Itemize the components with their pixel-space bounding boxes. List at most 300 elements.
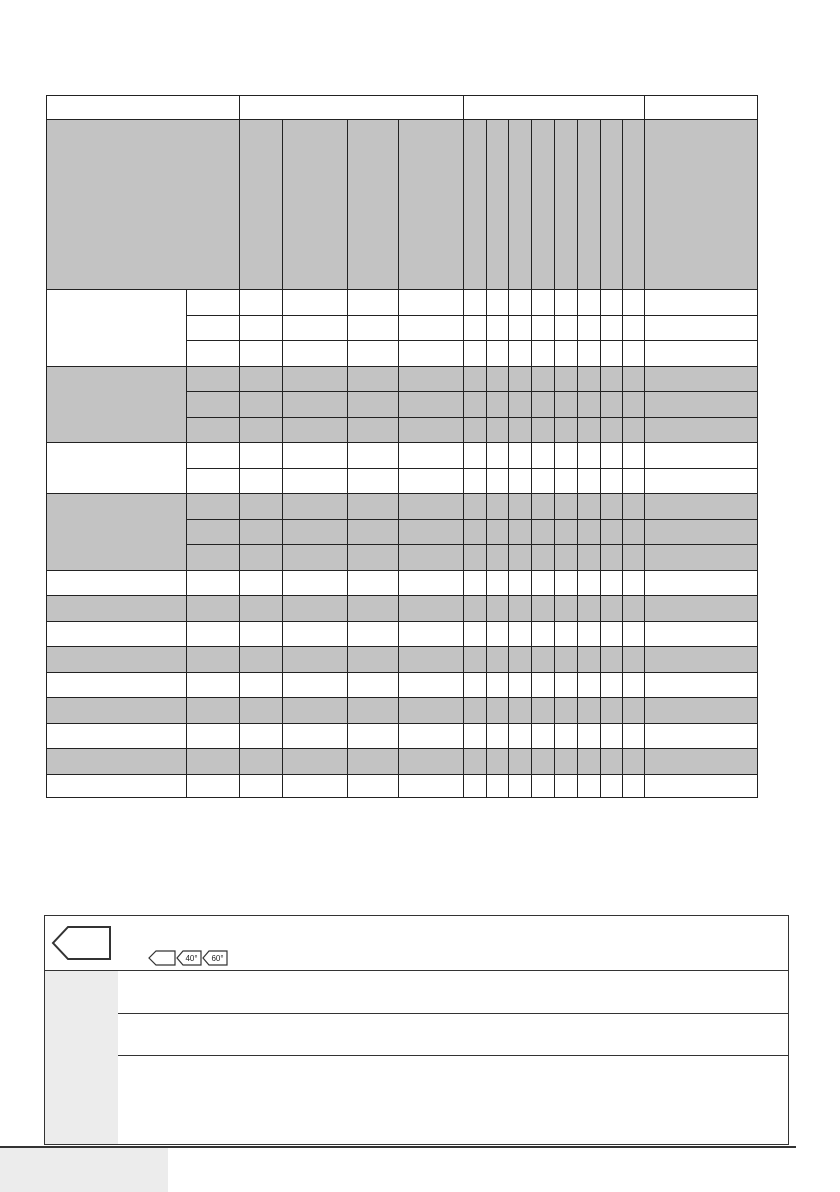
table-cell — [486, 391, 509, 418]
table-cell — [622, 774, 645, 798]
table-cell — [282, 391, 348, 418]
program-group-cell — [46, 366, 187, 443]
table-cell — [644, 493, 758, 520]
header-label-cell — [46, 119, 240, 290]
table-cell — [554, 519, 578, 545]
table-cell — [577, 340, 601, 367]
table-cell — [622, 646, 645, 673]
table-cell — [644, 519, 758, 545]
table-cell — [347, 672, 399, 698]
program-group-cell — [46, 289, 187, 367]
table-cell — [486, 417, 509, 443]
header-column-cell — [554, 119, 578, 290]
temp-badge-60-label: 60° — [211, 953, 224, 963]
table-cell — [463, 493, 487, 520]
table-cell — [554, 442, 578, 469]
table-cell — [186, 672, 240, 698]
table-cell — [622, 723, 645, 749]
table-cell — [508, 544, 532, 571]
table-cell — [347, 391, 399, 418]
table-cell — [508, 442, 532, 469]
table-cell — [508, 672, 532, 698]
table-cell — [463, 366, 487, 392]
table-cell — [600, 646, 623, 673]
table-cell — [577, 544, 601, 571]
table-cell — [508, 723, 532, 749]
table-cell — [239, 621, 283, 647]
table-cell — [600, 417, 623, 443]
table-cell — [398, 519, 464, 545]
table-cell — [186, 442, 240, 469]
table-cell — [398, 697, 464, 724]
temp-badge-40 — [176, 950, 202, 966]
program-group-cell — [46, 493, 187, 571]
table-cell — [186, 391, 240, 418]
table-cell — [644, 646, 758, 673]
table-cell — [554, 621, 578, 647]
table-cell — [577, 391, 601, 418]
table-cell — [622, 442, 645, 469]
table-cell — [531, 646, 555, 673]
table-cell — [508, 595, 532, 622]
table-cell — [644, 366, 758, 392]
header-column-cell — [577, 119, 601, 290]
table-cell — [531, 289, 555, 316]
table-cell — [398, 417, 464, 443]
note-divider — [118, 1013, 789, 1014]
table-cell — [463, 672, 487, 698]
header-group-cell — [46, 95, 240, 120]
header-column-cell — [531, 119, 555, 290]
program-name-cell — [46, 672, 187, 698]
table-cell — [644, 468, 758, 494]
table-cell — [644, 544, 758, 571]
table-cell — [531, 570, 555, 596]
header-group-cell — [463, 95, 645, 120]
header-column-cell — [600, 119, 623, 290]
table-cell — [508, 697, 532, 724]
table-cell — [186, 774, 240, 798]
table-cell — [486, 519, 509, 545]
table-cell — [531, 672, 555, 698]
table-cell — [531, 315, 555, 341]
table-cell — [186, 570, 240, 596]
header-column-cell — [239, 119, 283, 290]
table-cell — [463, 417, 487, 443]
table-cell — [531, 544, 555, 571]
table-cell — [508, 493, 532, 520]
table-cell — [577, 417, 601, 443]
table-cell — [486, 774, 509, 798]
table-cell — [600, 340, 623, 367]
table-cell — [577, 519, 601, 545]
table-cell — [398, 672, 464, 698]
table-cell — [508, 366, 532, 392]
table-cell — [282, 774, 348, 798]
table-cell — [531, 417, 555, 443]
table-cell — [186, 621, 240, 647]
table-cell — [531, 519, 555, 545]
table-cell — [600, 289, 623, 316]
table-cell — [282, 468, 348, 494]
table-cell — [282, 595, 348, 622]
table-cell — [186, 723, 240, 749]
table-cell — [644, 289, 758, 316]
table-cell — [600, 621, 623, 647]
table-cell — [600, 442, 623, 469]
table-cell — [508, 289, 532, 316]
table-cell — [463, 570, 487, 596]
table-cell — [282, 621, 348, 647]
header-group-cell — [239, 95, 464, 120]
table-cell — [463, 519, 487, 545]
table-cell — [347, 774, 399, 798]
table-cell — [239, 519, 283, 545]
table-cell — [600, 519, 623, 545]
table-cell — [622, 417, 645, 443]
table-cell — [554, 774, 578, 798]
table-cell — [186, 468, 240, 494]
table-cell — [398, 774, 464, 798]
table-cell — [644, 697, 758, 724]
table-cell — [554, 748, 578, 775]
table-cell — [486, 621, 509, 647]
note-line — [130, 1024, 770, 1044]
table-cell — [239, 595, 283, 622]
table-cell — [398, 544, 464, 571]
table-cell — [577, 621, 601, 647]
table-cell — [508, 468, 532, 494]
table-cell — [508, 391, 532, 418]
small-tag-icon — [148, 950, 176, 966]
table-cell — [463, 595, 487, 622]
table-cell — [398, 391, 464, 418]
table-cell — [239, 646, 283, 673]
table-cell — [282, 723, 348, 749]
table-cell — [463, 468, 487, 494]
table-cell — [554, 570, 578, 596]
table-cell — [554, 493, 578, 520]
table-cell — [600, 697, 623, 724]
table-cell — [600, 748, 623, 775]
table-cell — [186, 544, 240, 571]
program-name-cell — [46, 697, 187, 724]
table-cell — [644, 340, 758, 367]
table-cell — [531, 442, 555, 469]
table-cell — [347, 697, 399, 724]
program-name-cell — [46, 621, 187, 647]
table-cell — [622, 697, 645, 724]
table-cell — [531, 468, 555, 494]
note-line — [130, 925, 770, 945]
table-cell — [186, 340, 240, 367]
table-cell — [463, 697, 487, 724]
table-cell — [347, 289, 399, 316]
table-cell — [186, 493, 240, 520]
table-cell — [239, 366, 283, 392]
table-cell — [186, 417, 240, 443]
table-cell — [554, 340, 578, 367]
program-name-cell — [46, 595, 187, 622]
table-cell — [239, 391, 283, 418]
table-cell — [554, 723, 578, 749]
table-cell — [577, 646, 601, 673]
table-cell — [239, 774, 283, 798]
note-divider — [45, 970, 789, 971]
table-cell — [531, 493, 555, 520]
table-cell — [486, 748, 509, 775]
header-group-cell — [644, 95, 758, 120]
table-cell — [486, 493, 509, 520]
table-cell — [577, 315, 601, 341]
header-column-cell — [282, 119, 348, 290]
table-cell — [600, 595, 623, 622]
table-cell — [531, 723, 555, 749]
table-cell — [486, 442, 509, 469]
table-cell — [398, 621, 464, 647]
table-cell — [347, 723, 399, 749]
table-cell — [644, 442, 758, 469]
table-cell — [508, 340, 532, 367]
header-column-cell — [398, 119, 464, 290]
program-name-cell — [46, 748, 187, 775]
program-name-cell — [46, 646, 187, 673]
table-cell — [347, 417, 399, 443]
table-cell — [463, 340, 487, 367]
table-cell — [577, 289, 601, 316]
table-cell — [347, 468, 399, 494]
table-cell — [186, 646, 240, 673]
table-cell — [508, 774, 532, 798]
table-cell — [577, 723, 601, 749]
table-cell — [600, 570, 623, 596]
table-cell — [282, 289, 348, 316]
table-cell — [186, 366, 240, 392]
table-cell — [282, 417, 348, 443]
table-cell — [398, 748, 464, 775]
table-cell — [186, 595, 240, 622]
table-cell — [577, 493, 601, 520]
table-cell — [282, 672, 348, 698]
table-cell — [486, 468, 509, 494]
table-cell — [644, 595, 758, 622]
table-cell — [508, 748, 532, 775]
table-cell — [282, 646, 348, 673]
table-cell — [600, 391, 623, 418]
table-cell — [347, 544, 399, 571]
table-cell — [508, 519, 532, 545]
table-cell — [644, 774, 758, 798]
table-cell — [577, 672, 601, 698]
table-cell — [347, 595, 399, 622]
table-cell — [239, 493, 283, 520]
table-cell — [531, 621, 555, 647]
note-sidebar — [45, 970, 118, 1144]
table-cell — [554, 315, 578, 341]
table-cell — [622, 366, 645, 392]
table-cell — [554, 544, 578, 571]
program-name-cell — [46, 723, 187, 749]
header-column-cell — [622, 119, 645, 290]
table-cell — [486, 697, 509, 724]
table-cell — [644, 570, 758, 596]
label-tag-icon — [50, 924, 114, 962]
table-cell — [239, 544, 283, 571]
table-cell — [463, 774, 487, 798]
table-cell — [554, 697, 578, 724]
table-cell — [398, 646, 464, 673]
table-cell — [644, 417, 758, 443]
table-cell — [347, 748, 399, 775]
table-cell — [239, 723, 283, 749]
header-column-cell — [463, 119, 487, 290]
table-cell — [463, 646, 487, 673]
table-cell — [347, 570, 399, 596]
table-cell — [463, 748, 487, 775]
table-cell — [463, 315, 487, 341]
table-cell — [644, 621, 758, 647]
table-cell — [486, 315, 509, 341]
table-cell — [554, 595, 578, 622]
program-name-cell — [46, 570, 187, 596]
table-cell — [554, 646, 578, 673]
table-cell — [508, 570, 532, 596]
table-cell — [347, 366, 399, 392]
table-cell — [239, 468, 283, 494]
table-cell — [622, 672, 645, 698]
table-cell — [239, 340, 283, 367]
table-cell — [644, 391, 758, 418]
note-divider — [118, 1055, 789, 1056]
table-cell — [398, 289, 464, 316]
table-cell — [239, 417, 283, 443]
table-cell — [239, 672, 283, 698]
table-cell — [600, 672, 623, 698]
table-cell — [282, 493, 348, 520]
table-cell — [239, 748, 283, 775]
table-cell — [486, 595, 509, 622]
table-cell — [239, 570, 283, 596]
table-cell — [398, 366, 464, 392]
table-cell — [186, 697, 240, 724]
table-cell — [347, 646, 399, 673]
table-cell — [398, 595, 464, 622]
table-cell — [282, 340, 348, 367]
table-cell — [622, 340, 645, 367]
table-cell — [577, 774, 601, 798]
table-cell — [463, 442, 487, 469]
table-cell — [282, 570, 348, 596]
header-column-cell — [486, 119, 509, 290]
table-cell — [577, 570, 601, 596]
table-cell — [531, 697, 555, 724]
table-cell — [398, 468, 464, 494]
table-cell — [531, 391, 555, 418]
table-cell — [508, 315, 532, 341]
table-cell — [508, 417, 532, 443]
table-cell — [347, 519, 399, 545]
table-cell — [622, 315, 645, 341]
table-cell — [600, 468, 623, 494]
program-name-cell — [46, 774, 187, 798]
header-column-cell — [347, 119, 399, 290]
table-cell — [577, 366, 601, 392]
table-cell — [463, 723, 487, 749]
table-cell — [239, 442, 283, 469]
table-cell — [486, 723, 509, 749]
table-cell — [398, 315, 464, 341]
table-cell — [554, 391, 578, 418]
table-cell — [577, 697, 601, 724]
temp-badge-40-label: 40° — [185, 953, 198, 963]
table-cell — [622, 595, 645, 622]
table-cell — [282, 315, 348, 341]
table-cell — [622, 289, 645, 316]
table-cell — [347, 340, 399, 367]
table-cell — [554, 468, 578, 494]
table-cell — [186, 315, 240, 341]
temp-badge-60 — [202, 950, 228, 966]
table-cell — [486, 570, 509, 596]
table-cell — [186, 519, 240, 545]
table-cell — [282, 748, 348, 775]
table-cell — [622, 570, 645, 596]
table-cell — [486, 340, 509, 367]
table-cell — [463, 289, 487, 316]
table-cell — [577, 442, 601, 469]
note-line — [130, 1068, 770, 1088]
table-cell — [463, 621, 487, 647]
table-cell — [486, 289, 509, 316]
table-cell — [282, 442, 348, 469]
table-cell — [347, 493, 399, 520]
table-cell — [531, 774, 555, 798]
table-cell — [644, 672, 758, 698]
table-cell — [622, 544, 645, 571]
table-cell — [186, 289, 240, 316]
table-cell — [463, 544, 487, 571]
table-cell — [600, 544, 623, 571]
table-cell — [577, 748, 601, 775]
table-cell — [577, 595, 601, 622]
table-cell — [531, 595, 555, 622]
program-group-cell — [46, 442, 187, 494]
table-cell — [347, 315, 399, 341]
table-cell — [554, 289, 578, 316]
table-cell — [486, 544, 509, 571]
table-cell — [282, 366, 348, 392]
table-cell — [600, 723, 623, 749]
table-cell — [622, 748, 645, 775]
table-cell — [486, 672, 509, 698]
table-cell — [347, 442, 399, 469]
table-cell — [508, 646, 532, 673]
table-cell — [282, 519, 348, 545]
table-cell — [600, 493, 623, 520]
table-cell — [282, 697, 348, 724]
table-cell — [531, 366, 555, 392]
table-cell — [554, 366, 578, 392]
table-cell — [282, 544, 348, 571]
table-cell — [398, 442, 464, 469]
table-cell — [531, 748, 555, 775]
table-cell — [239, 289, 283, 316]
table-cell — [486, 366, 509, 392]
table-cell — [486, 646, 509, 673]
table-cell — [508, 621, 532, 647]
table-cell — [622, 493, 645, 520]
table-cell — [398, 340, 464, 367]
